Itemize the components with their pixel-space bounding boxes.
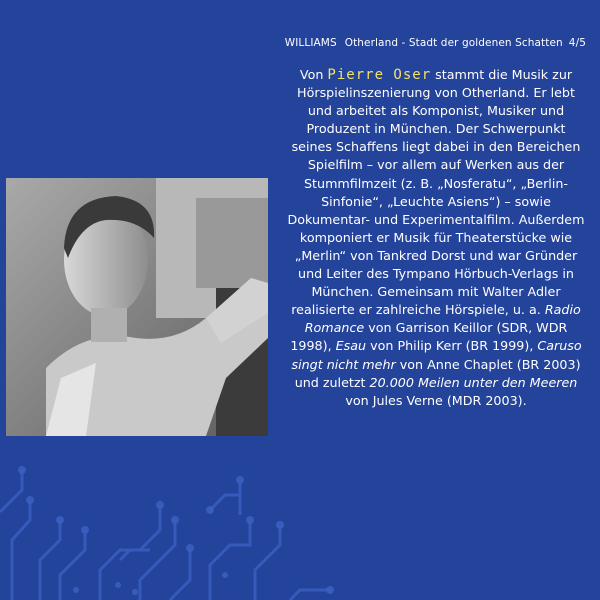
work-title-esau: Esau: [335, 338, 367, 354]
bio-part-2: von Garrison Keillor (SDR, WDR 1998),: [290, 320, 568, 354]
bio-part-1: stammt die Musik zur Hörspielinszenierung von Otherland. Er lebt und arbeitet als Komponist, Musiker und Produzent in München. Der Schwerpunkt seines Schaffens liegt dabei in den Bereichen Spielfilm – vor allem auf Werken aus der Stummfilmzeit (z. B. „Nosferatu“, „Berlin-Sinfonie“, „Leuchte Asiens“) – sowie Dokumentar- und Experimentalfilm. Außerdem komponiert er Musik für Theaterstücke wie „Merlin“ von Tankred Dorst und war Gründer und Leiter des Tympano Hörbuch-Verlags in München. Gemeinsam mit Walter Adler realisierte er zahlreiche Hörspiele, u. a.: [287, 67, 585, 318]
work-title-20000-meilen: 20.000 Meilen unter den Meeren: [369, 374, 578, 390]
bio-part-5: von Jules Verne (MDR 2003).: [345, 392, 527, 408]
person-name: Pierre Oser: [327, 67, 432, 83]
header-author: WILLIAMS: [284, 37, 337, 49]
intro-text: Von: [299, 67, 328, 82]
header-title: Otherland - Stadt der goldenen Schatten: [344, 37, 563, 49]
running-header: [285, 37, 586, 49]
bio-part-3: von Philip Kerr (BR 1999),: [366, 338, 538, 354]
biography-text: [286, 66, 586, 410]
portrait-photo: [6, 178, 268, 436]
bio-part-4: von Anne Chaplet (BR 2003) und zuletzt: [294, 356, 581, 390]
work-title-radio-romance: Radio Romance: [304, 302, 581, 336]
work-title-caruso: Caruso singt nicht mehr: [291, 338, 582, 372]
portrait-illustration: [6, 178, 268, 436]
page-number: 4/5: [568, 37, 586, 49]
